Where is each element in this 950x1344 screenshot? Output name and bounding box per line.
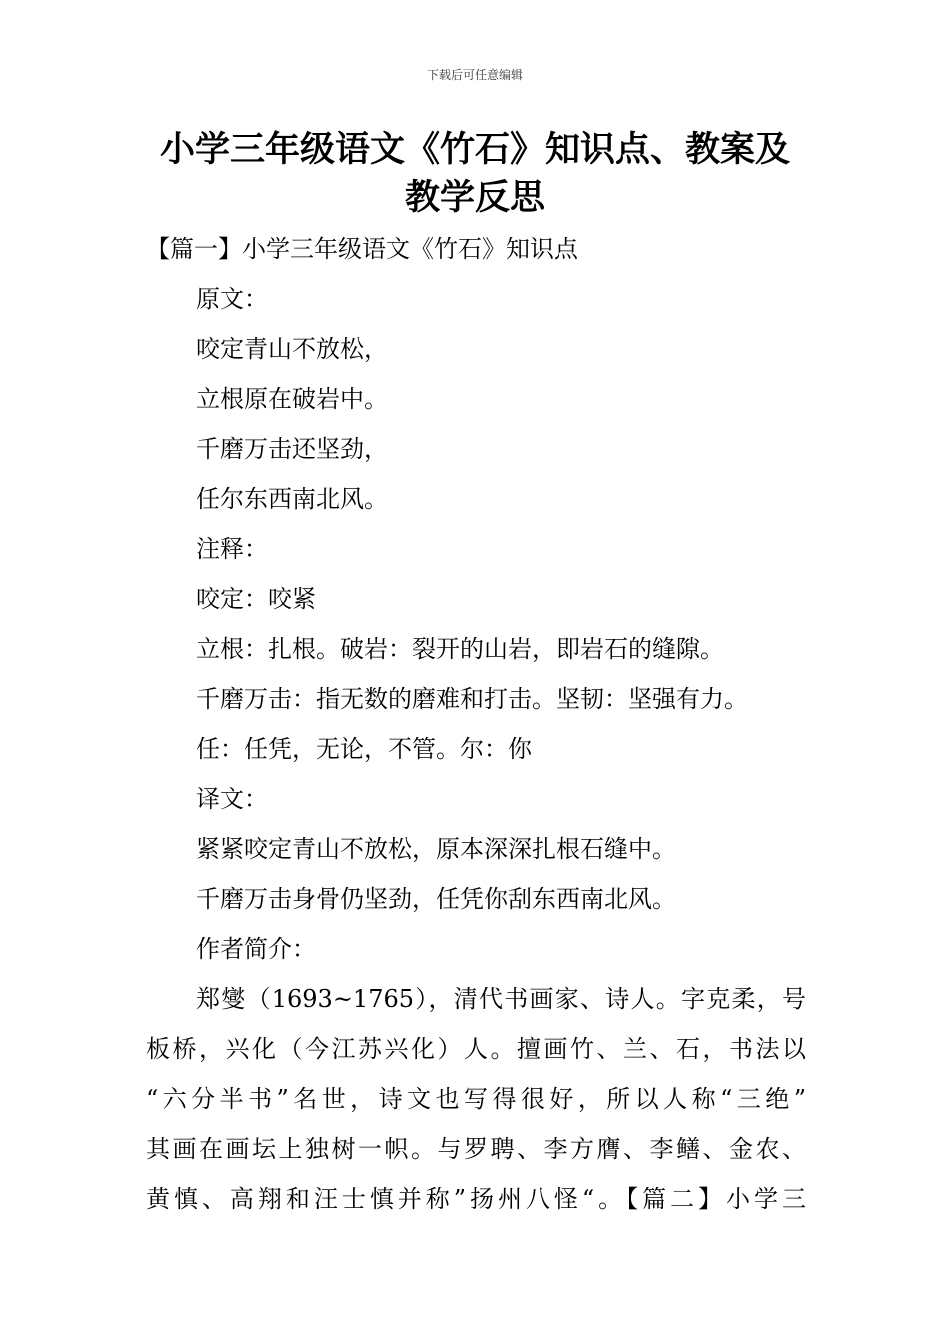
note-line: 立根：扎根。破岩：裂开的山岩，即岩石的缝隙。 [196, 635, 724, 663]
label-author-intro: 作者简介： [196, 935, 316, 963]
paragraph-line: 其画在画坛上独树一帜。与罗聘、李方膺、李鳝、金农、 [146, 1135, 806, 1163]
label-translation: 译文： [196, 785, 268, 813]
poem-line: 任尔东西南北风。 [196, 485, 388, 513]
note-line: 千磨万击：指无数的磨难和打击。坚韧：坚强有力。 [196, 685, 748, 713]
title-line-1: 小学三年级语文《竹石》知识点、教案及 [159, 130, 790, 170]
section-heading: 【篇一】小学三年级语文《竹石》知识点 [146, 235, 578, 263]
paragraph-line: “六分半书”名世，诗文也写得很好，所以人称“三绝” [146, 1085, 806, 1113]
page-title [120, 126, 830, 222]
header-note: 下载后可任意编辑 [426, 68, 523, 82]
paragraph-line: 郑燮（1693~1765），清代书画家、诗人。字克柔，号 [196, 985, 806, 1013]
paragraph-line: 板桥，兴化（今江苏兴化）人。擅画竹、兰、石，书法以 [146, 1035, 806, 1063]
translation-line: 千磨万击身骨仍坚劲，任凭你刮东西南北风。 [196, 885, 676, 913]
translation-line: 紧紧咬定青山不放松，原本深深扎根石缝中。 [196, 835, 676, 863]
poem-line: 立根原在破岩中。 [196, 385, 388, 413]
label-original-text: 原文： [196, 285, 268, 313]
note-line: 任：任凭，无论，不管。尔：你 [196, 735, 532, 763]
label-notes: 注释： [196, 535, 268, 563]
paragraph-line: 黄慎、高翔和汪士慎并称”扬州八怪“。【篇二】小学三 [146, 1185, 806, 1213]
poem-line: 咬定青山不放松， [196, 335, 388, 363]
note-line: 咬定：咬紧 [196, 585, 316, 613]
title-line-2: 教学反思 [404, 178, 545, 218]
poem-line: 千磨万击还坚劲， [196, 435, 388, 463]
